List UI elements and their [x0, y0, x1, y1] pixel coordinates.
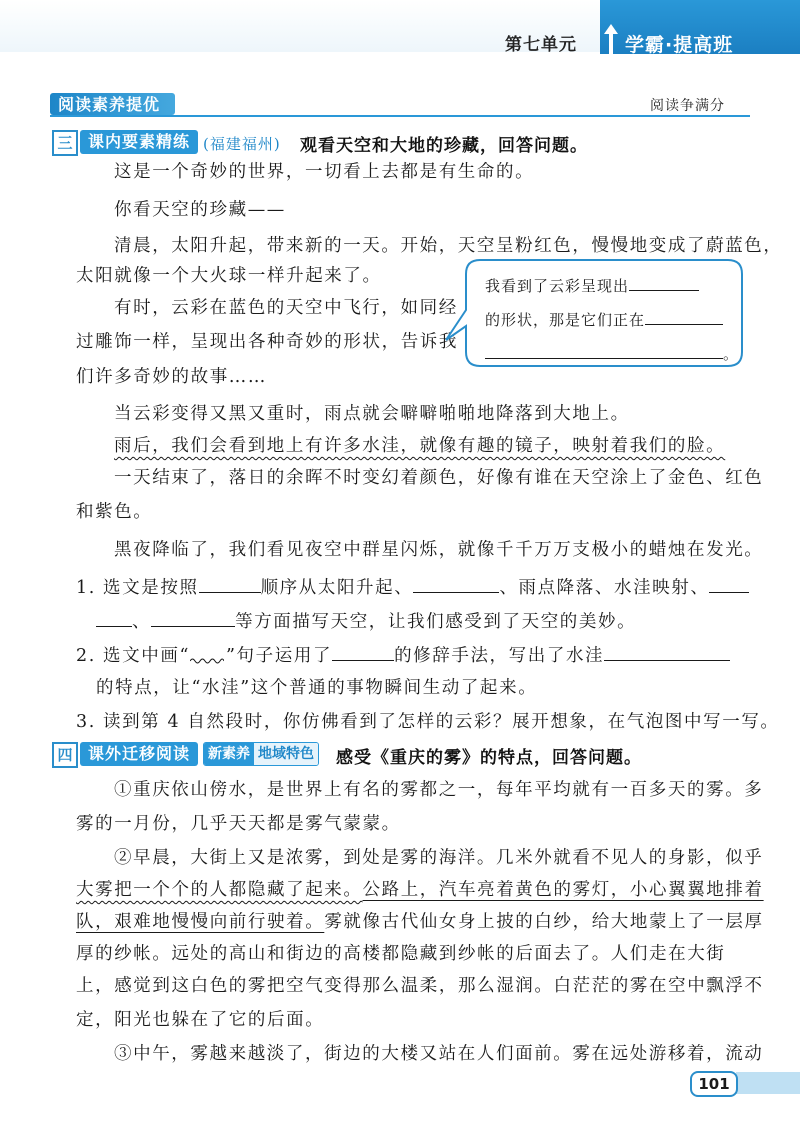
- bubble-line-3: 。: [485, 340, 738, 364]
- passage-line-wavy: 雨后，我们会看到地上有许多水洼，就像有趣的镜子，映射着我们的脸。: [114, 436, 726, 456]
- question-item-3: 3. 读到第 4 自然段时，你仿佛看到了怎样的云彩？展开想象，在气泡图中写一写。: [76, 712, 780, 732]
- passage-line: 清晨，太阳升起，带来新的一天。开始，天空呈粉红色，慢慢地变成了蔚蓝色，: [114, 236, 783, 256]
- passage-line: 厚的纱帐。远处的高山和街边的高楼都隐藏到纱帐的后面去了。人们走在大街: [76, 944, 726, 964]
- passage-line: ①重庆依山傍水，是世界上有名的雾都之一，每年平均就有一百多天的雾。多: [114, 780, 764, 800]
- passage-line: 们许多奇妙的故事……: [76, 367, 267, 387]
- answer-blank[interactable]: [604, 642, 730, 661]
- page-number: 101: [690, 1071, 738, 1097]
- answer-blank[interactable]: [485, 340, 723, 359]
- wavy-line-sample: [190, 647, 226, 661]
- solid-underline-text: 队，艰难地慢慢向前行驶着。: [76, 912, 325, 932]
- passage-line: ③中午，雾越来越淡了，街边的大楼又站在人们面前。雾在远处游移着，流动: [114, 1044, 764, 1064]
- passage-line: 雾的一月份，几乎天天都是雾气蒙蒙。: [76, 814, 401, 834]
- section-right-label: 阅读争满分: [650, 98, 725, 114]
- passage-line: 太阳就像一个大火球一样升起来了。: [76, 266, 382, 286]
- page-number-tab: [736, 1072, 800, 1094]
- question-source-3: (福建福州): [203, 135, 281, 153]
- question-prompt-3: 观看天空和大地的珍藏，回答问题。: [300, 136, 588, 156]
- passage-line: [76, 878, 764, 902]
- tag-region-label: 地域特色: [254, 743, 318, 765]
- question-tag-3: 课内要素精练: [80, 130, 198, 154]
- unit-title: 第七单元: [505, 35, 577, 55]
- solid-underline-text: 公路上，汽车亮着黄色的雾灯，小心翼翼地排着: [362, 880, 764, 900]
- up-arrow-icon: [604, 24, 618, 54]
- passage-line: 你看天空的珍藏——: [114, 200, 286, 220]
- tag-new-label: 新素养: [204, 743, 254, 765]
- passage-line: 黑夜降临了，我们看见夜空中群星闪烁，就像千千万万支极小的蜡烛在发光。: [114, 540, 764, 560]
- new-literacy-tag: [203, 742, 319, 766]
- bubble-line-2: 的形状，那是它们正在: [485, 306, 723, 330]
- question-item-2: 2. 选文中画“ ”句子运用了 的修辞手法，写出了水洼: [76, 642, 730, 668]
- passage-line: 队，艰难地慢慢向前行驶着。雾就像古代仙女身上披的白纱，给大地蒙上了一层厚: [76, 912, 764, 932]
- passage-line: 有时，云彩在蓝色的天空中飞行，如同经: [114, 298, 458, 318]
- passage-line: ②早晨，大街上又是浓雾，到处是雾的海洋。几米外就看不见人的身影，似乎: [114, 848, 764, 868]
- answer-blank[interactable]: [332, 642, 394, 661]
- question-prompt-4: 感受《重庆的雾》的特点，回答问题。: [336, 748, 642, 768]
- question-item-1-cont: 、 等方面描写天空，让我们感受到了天空的美妙。: [96, 608, 636, 634]
- question-item-1: 1. 选文是按照 顺序从太阳升起、 、雨点降落、水洼映射、: [76, 574, 749, 600]
- answer-blank[interactable]: [645, 306, 723, 325]
- passage-line: 上，感觉到这白色的雾把空气变得那么温柔，那么湿润。白茫茫的雾在空中飘浮不: [76, 976, 764, 996]
- question-tag-4: 课外迁移阅读: [80, 742, 198, 766]
- answer-blank[interactable]: [709, 574, 749, 593]
- section-title: 阅读素养提优: [58, 95, 161, 114]
- brand-title: 学霸·提高班: [625, 34, 734, 56]
- answer-blank[interactable]: [199, 574, 261, 593]
- passage-line: 一天结束了，落日的余晖不时变幻着颜色，好像有谁在天空涂上了金色、红色: [114, 468, 764, 488]
- answer-blank[interactable]: [151, 608, 235, 627]
- passage-line: 这是一个奇妙的世界，一切看上去都是有生命的。: [114, 162, 535, 182]
- question-item-2-cont: 的特点，让“水洼”这个普通的事物瞬间生动了起来。: [96, 678, 538, 698]
- passage-line: 过雕饰一样，呈现出各种奇妙的形状，告诉我: [76, 332, 458, 352]
- passage-line: 定，阳光也躲在了它的后面。: [76, 1010, 325, 1030]
- answer-blank[interactable]: [413, 574, 499, 593]
- answer-blank[interactable]: [629, 272, 699, 291]
- bubble-line-1: 我看到了云彩呈现出: [485, 272, 699, 296]
- question-number-4: 四: [52, 742, 78, 768]
- passage-line: 和紫色。: [76, 502, 153, 522]
- wavy-underline-text: 大雾把一个个的人都隐藏了起来。: [76, 880, 363, 900]
- passage-line: 当云彩变得又黑又重时，雨点就会噼噼啪啪地降落到大地上。: [114, 404, 630, 424]
- answer-blank[interactable]: [96, 608, 132, 627]
- question-number-3: 三: [52, 130, 78, 156]
